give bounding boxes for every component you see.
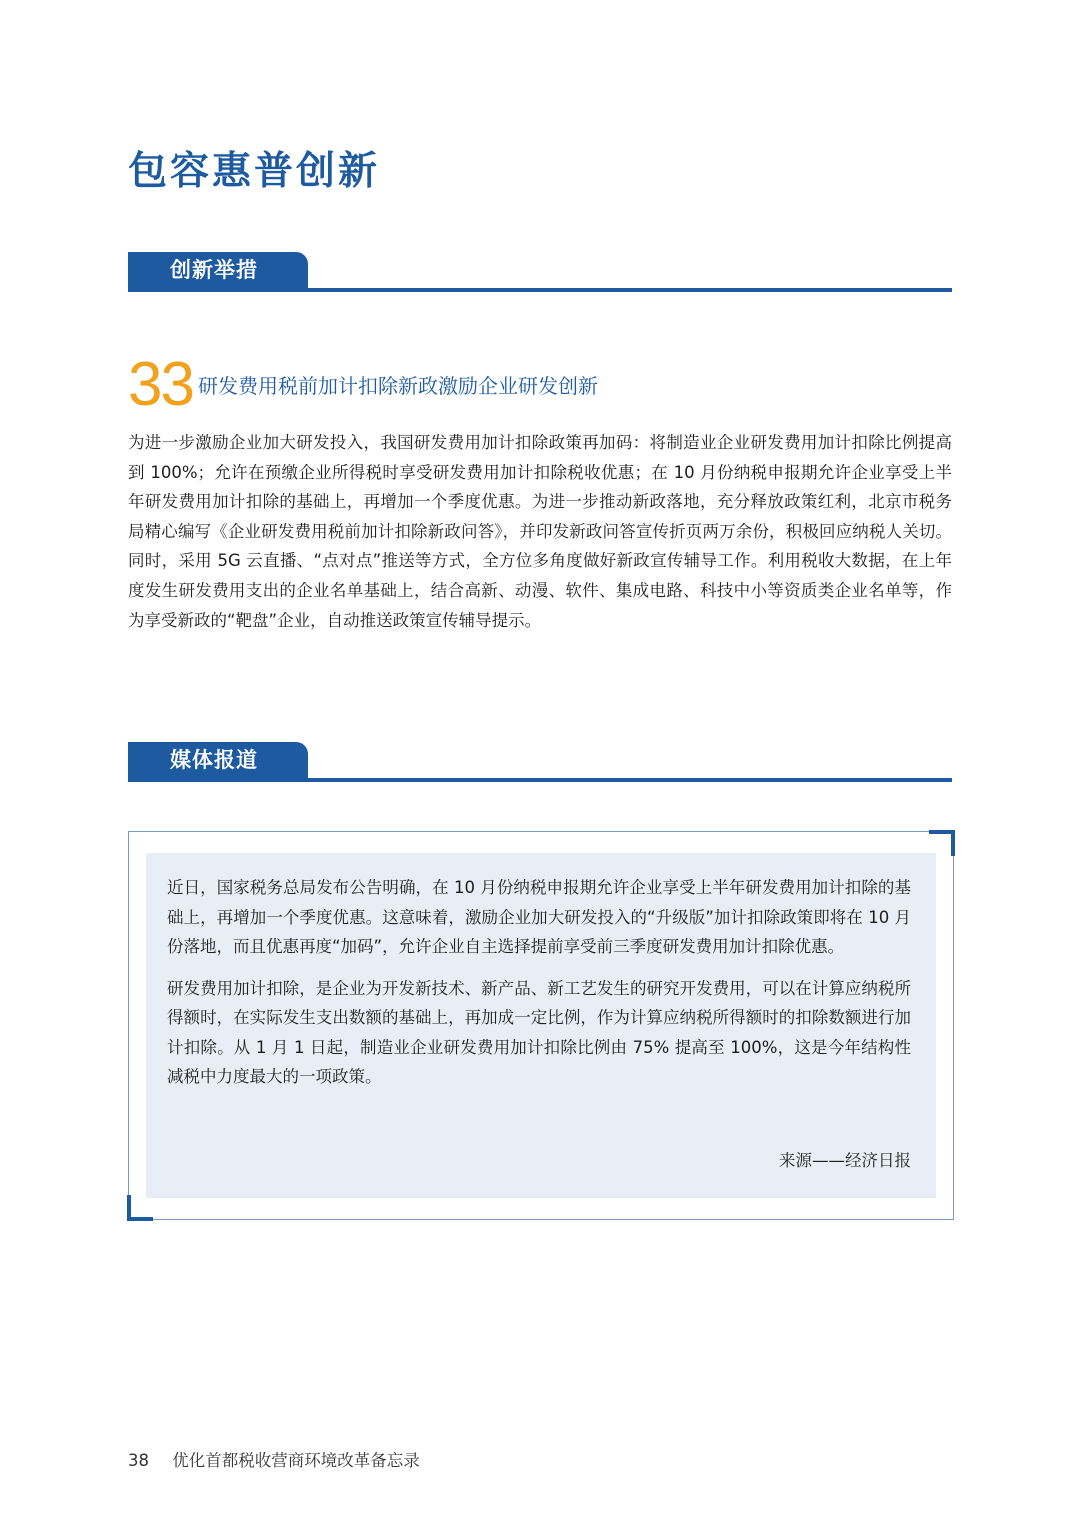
- publication-title: 优化首都税收营商环境改革备忘录: [172, 1451, 420, 1470]
- media-report-box: [128, 831, 954, 1220]
- section-rule: [128, 288, 952, 292]
- page-title: 包容惠普创新: [128, 149, 381, 194]
- section-tab-media: 媒体报道: [128, 742, 308, 778]
- media-paragraph: 近日，国家税务总局发布公告明确，在 10 月份纳税申报期允许企业享受上半年研发费用加计扣除的基础上，再增加一个季度优惠。这意味着，激励企业加大研发投入的“升级版”加计扣除政策即将在 10 月份落地，而且优惠再度“加码”，允许企业自主选择提前享受前三季度研发费用加计扣除优惠。: [167, 878, 911, 956]
- item-number: 33: [128, 350, 193, 419]
- section-rule: [128, 778, 952, 782]
- page-footer: [128, 1448, 420, 1474]
- media-report-panel: [146, 853, 936, 1198]
- item-body-text: 为进一步激励企业加大研发投入，我国研发费用加计扣除政策再加码：将制造业企业研发费用加计扣除比例提高到 100%；允许在预缴企业所得税时享受研发费用加计扣除税收优惠；在 10 月份纳税申报期允许企业享受上半年研发费用加计扣除的基础上，再增加一个季度优惠。为进一步推动新政落地，充分释放政策红利，北京市税务局精心编写《企业研发费用税前加计扣除新政问答》，并印发新政问答宣传折页两万余份，积极回应纳税人关切。同时，采用 5G 云直播、“点对点”推送等方式，全方位多角度做好新政宣传辅导工作。利用税收大数据，在上年度发生研发费用支出的企业名单基础上，结合高新、动漫、软件、集成电路、科技中小等资质类企业名单等，作为享受新政的“靶盘”企业，自动推送政策宣传辅导提示。: [128, 433, 952, 630]
- page-number: 38: [128, 1451, 149, 1470]
- item-heading: [128, 350, 952, 419]
- corner-bracket-bottom-left: [127, 1195, 153, 1221]
- media-source: 来源——经济日报: [779, 1151, 911, 1170]
- section-tab-measures: 创新举措: [128, 252, 308, 288]
- media-paragraph: 研发费用加计扣除，是企业为开发新技术、新产品、新工艺发生的研究开发费用，可以在计算应纳税所得额时，在实际发生支出数额的基础上，再加成一定比例，作为计算应纳税所得额时的扣除数额进行加计扣除。从 1 月 1 日起，制造业企业研发费用加计扣除比例由 75% 提高至 100%，这是今年结构性减税中力度最大的一项政策。: [167, 978, 911, 1086]
- item-title: 研发费用税前加计扣除新政激励企业研发创新: [198, 374, 598, 398]
- section-header-measures: [128, 252, 952, 292]
- section-header-media: [128, 742, 952, 782]
